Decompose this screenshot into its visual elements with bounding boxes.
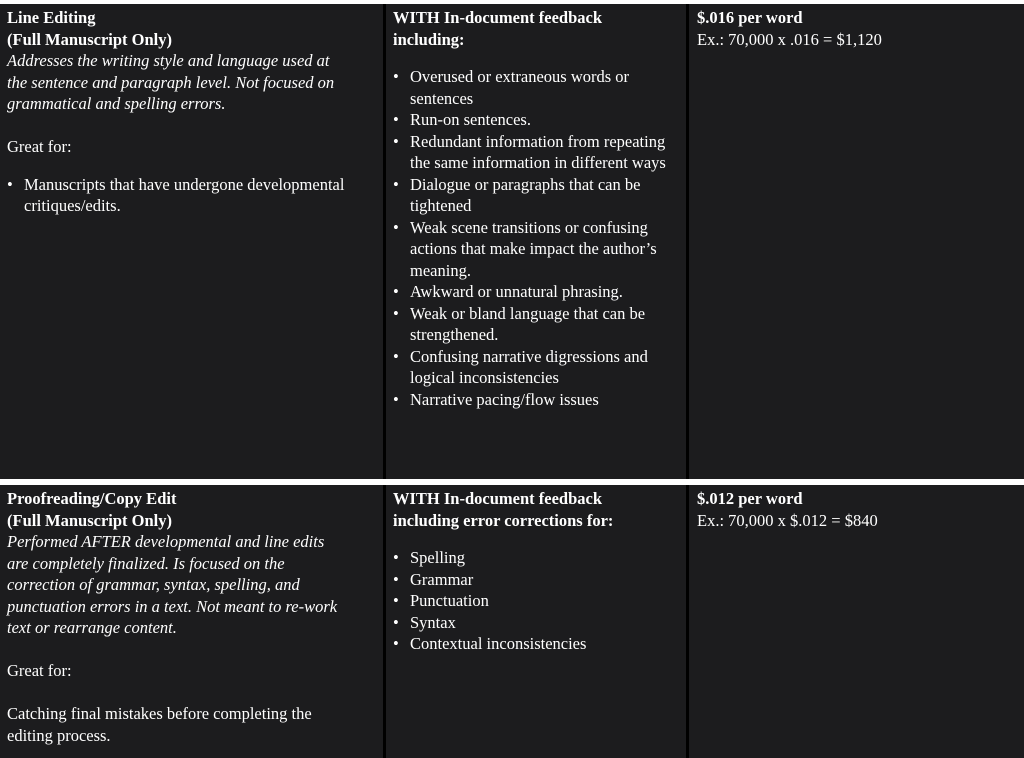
list-item: • Spelling	[393, 547, 681, 569]
great-for-list	[7, 174, 377, 217]
feedback-heading-line: WITH In-document feedback	[393, 489, 603, 508]
great-for-text-line: editing process.	[7, 725, 111, 745]
column-separator	[686, 4, 689, 479]
pricing-cell	[697, 7, 1017, 50]
list-item: • Redundant information from repeating the same information in different ways	[393, 131, 681, 174]
feedback-heading-line: including:	[393, 29, 465, 49]
service-cell	[7, 7, 377, 217]
service-description-line: grammatical and spelling errors.	[7, 94, 226, 113]
feedback-heading-line: including error corrections for:	[393, 510, 614, 530]
list-item: • Contextual inconsistencies	[393, 633, 681, 655]
feedback-cell	[393, 488, 681, 655]
service-scope: (Full Manuscript Only)	[7, 29, 173, 49]
list-item: • Weak scene transitions or confusing actions that make impact the author’s meaning.	[393, 217, 681, 282]
list-item: • Awkward or unnatural phrasing.	[393, 281, 681, 303]
service-description-line: are completely finalized. Is focused on the	[7, 553, 285, 573]
price-example: Ex.: 70,000 x .016 = $1,120	[697, 29, 882, 49]
great-for-text-line: Catching final mistakes before completing the	[7, 704, 312, 723]
service-title: Proofreading/Copy Edit	[7, 489, 177, 508]
list-item: • Weak or bland language that can be strengthened.	[393, 303, 681, 346]
list-item: • Punctuation	[393, 590, 681, 612]
price-example: Ex.: 70,000 x $.012 = $840	[697, 510, 878, 530]
list-item: • Narrative pacing/flow issues	[393, 389, 681, 411]
list-item: • Grammar	[393, 569, 681, 591]
service-description-line: the sentence and paragraph level. Not focused on	[7, 72, 335, 92]
table-row-line-editing	[0, 4, 1024, 479]
list-item: • Run-on sentences.	[393, 109, 681, 131]
great-for-label: Great for:	[7, 661, 72, 680]
service-description-line: Performed AFTER developmental and line edits	[7, 532, 325, 551]
column-separator	[383, 4, 386, 479]
feedback-list	[393, 66, 681, 410]
column-separator	[383, 485, 386, 758]
service-cell	[7, 488, 377, 746]
feedback-cell	[393, 7, 681, 410]
service-title: Line Editing	[7, 8, 96, 27]
column-separator	[686, 485, 689, 758]
price-rate: $.016 per word	[697, 8, 803, 27]
list-item: • Manuscripts that have undergone developmental critiques/edits.	[7, 174, 377, 217]
price-rate: $.012 per word	[697, 489, 803, 508]
feedback-list	[393, 547, 681, 655]
feedback-heading-line: WITH In-document feedback	[393, 8, 603, 27]
list-item: • Confusing narrative digressions and logical inconsistencies	[393, 346, 681, 389]
table-row-proofreading	[0, 485, 1024, 758]
list-item: • Syntax	[393, 612, 681, 634]
service-description-line: text or rearrange content.	[7, 618, 177, 637]
great-for-label: Great for:	[7, 137, 72, 156]
list-item: • Overused or extraneous words or sentences	[393, 66, 681, 109]
service-description-line: Addresses the writing style and language used at	[7, 51, 330, 70]
service-description-line: punctuation errors in a text. Not meant to re-work	[7, 596, 338, 616]
list-item: • Dialogue or paragraphs that can be tightened	[393, 174, 681, 217]
service-scope: (Full Manuscript Only)	[7, 510, 173, 530]
service-description-line: correction of grammar, syntax, spelling, and	[7, 575, 300, 594]
pricing-cell	[697, 488, 1017, 531]
